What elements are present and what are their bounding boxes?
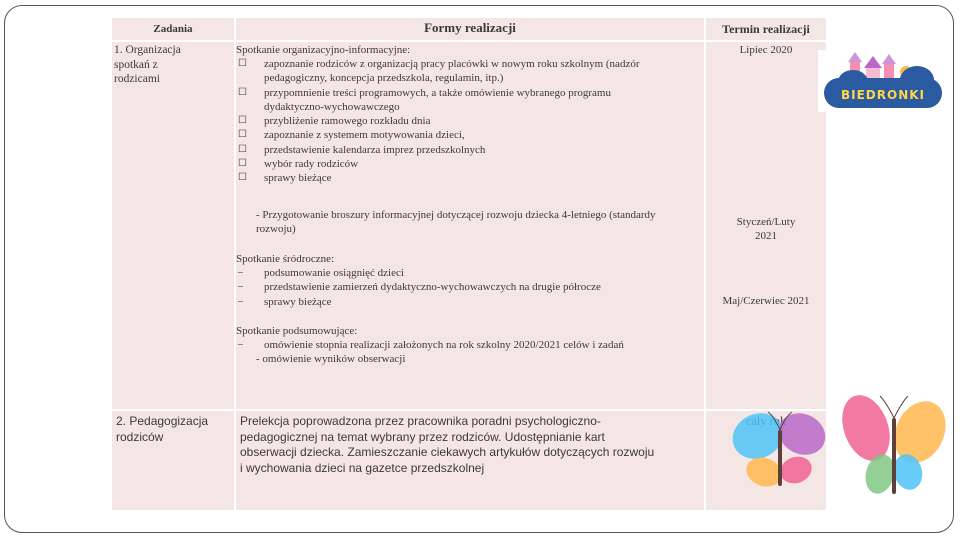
row1-term-cell [706, 40, 826, 410]
checkbox-bullet-icon: ☐ [238, 115, 247, 127]
meeting3-list [236, 338, 676, 352]
dash-bullet: – [238, 339, 243, 350]
list-item: ☐ wybór rady rodziców [238, 158, 359, 171]
row2-task: 2. Pedagogizacja rodziców [116, 414, 209, 444]
row2-task-cell [112, 410, 234, 510]
header-cell-tasks [112, 18, 234, 40]
header-cell-forms [236, 18, 704, 40]
meeting1-title: Spotkanie organizacyjno-informacyjne: [236, 44, 411, 56]
term-3: Maj/Czerwiec 2021 [722, 295, 810, 307]
list-item: ☐ przybliżenie ramowego rozkładu dnia [238, 115, 431, 128]
checkbox-bullet-icon: ☐ [238, 129, 247, 141]
checkbox-bullet-icon: ☐ [238, 86, 247, 98]
checkbox-bullet-icon: ☐ [238, 172, 247, 184]
row1-forms-cell [236, 40, 704, 410]
meeting3-title: Spotkanie podsumowujące: [236, 325, 358, 337]
plan-table [112, 18, 826, 510]
checkbox-bullet-icon: ☐ [238, 143, 247, 155]
list-item: ☐ zapoznanie rodziców z organizacją pracy placówki w nowym roku szkolnym (nadzór pedagogiczny, koncepcja przedszkola, regulamin, itp.) [238, 58, 640, 85]
dash-bullet: – [238, 267, 243, 278]
list-item: – podsumowanie osiągnięć dzieci [238, 267, 404, 279]
header-forms: Formy realizacji [424, 20, 516, 35]
column-divider [704, 18, 706, 510]
list-item: ☐ przypomnienie treści programowych, a także omówienie wybranego programu dydaktyczno-wychowawczego [238, 86, 611, 113]
meeting1-list [236, 57, 656, 186]
list-item: ☐ zapoznanie z systemem motywowania dzieci, [238, 129, 465, 142]
header-tasks: Zadania [153, 23, 193, 35]
dash-bullet: – [238, 295, 243, 307]
row-divider [112, 409, 826, 411]
row1-task: 1. Organizacja spotkań z rodzicami [114, 44, 181, 85]
header-term: Termin realizacji [722, 22, 810, 36]
term-1: Lipiec 2020 [739, 44, 793, 56]
row-divider [112, 40, 826, 42]
row1-task-cell [112, 40, 234, 410]
dash-bullet: – [238, 281, 243, 293]
logo-text: BIEDRONKI [840, 88, 926, 102]
butterfly-left-icon [730, 408, 830, 508]
list-item: ☐ sprawy bieżące [238, 172, 332, 185]
row2-forms: Prelekcja poprowadzona przez pracownika poradni psychologiczno-pedagogicznej na temat wybrany przez rodziców. Udostępnianie kart obserwacji dziecka. Zamieszczanie ciekawych artykułów dotyczących rozwoju i wychowania dzieci na gazetce przedszkolnej [240, 414, 655, 475]
list-item: ☐ przedstawienie kalendarza imprez przedszkolnych [238, 143, 486, 156]
butterfly-right-icon [836, 388, 954, 506]
meeting2-title: Spotkanie śródroczne: [236, 253, 335, 265]
list-item: – przedstawienie zamierzeń dydaktyczno-wychowawczych na drugie półrocze [238, 281, 601, 294]
header-cell-term [706, 18, 826, 40]
checkbox-bullet-icon: ☐ [238, 58, 247, 69]
checkbox-bullet-icon: ☐ [238, 158, 247, 170]
list-item: – sprawy bieżące [238, 295, 332, 308]
meeting1-extra: - Przygotowanie broszury informacyjnej dotyczącej rozwoju dziecka 4-letniego (standardy rozwoju) [256, 209, 656, 236]
meeting2-list [236, 266, 676, 309]
meeting3-extra: - omówienie wyników obserwacji [256, 353, 406, 365]
column-divider [234, 18, 236, 510]
term-2: Styczeń/Luty 2021 [736, 216, 796, 243]
row2-forms-cell [236, 410, 704, 510]
list-item: – omówienie stopnia realizacji założonych na rok szkolny 2020/2021 celów i zadań [238, 339, 624, 351]
